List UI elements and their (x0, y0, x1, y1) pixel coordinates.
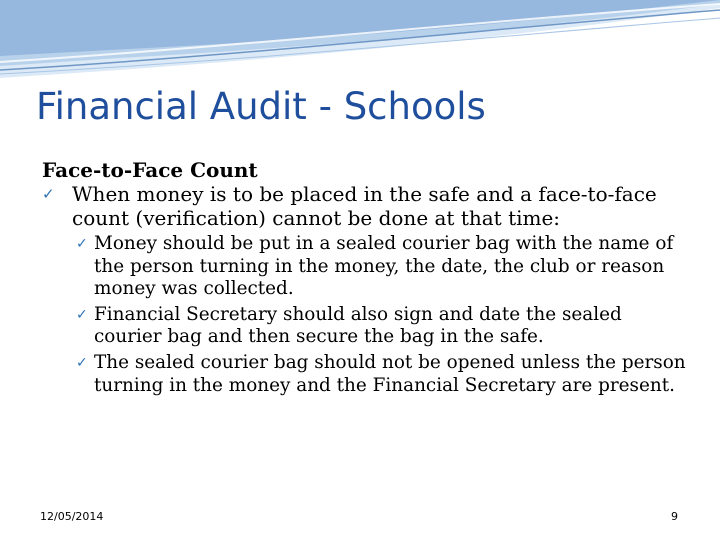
checkmark-bullet-icon: ✓ (76, 306, 88, 323)
sub-bullet (42, 304, 692, 349)
sub-bullet (42, 233, 692, 301)
checkmark-bullet-icon: ✓ (76, 354, 88, 371)
sub-bullet-text: The sealed courier bag should not be opened unless the person turning in the money and the Financial Secretary are present. (94, 351, 686, 396)
header-wave-decoration (0, 0, 720, 90)
subheading: Face-to-Face Count (42, 158, 258, 182)
slide-title: Financial Audit - Schools (36, 85, 486, 128)
sub-bullet-text: Money should be put in a sealed courier bag with the name of the person turning in the money, the date, the club or reason money was collected. (94, 233, 674, 300)
checkmark-bullet-icon: ✓ (76, 236, 88, 252)
bullet-level-1 (42, 182, 692, 230)
bullet-text: When money is to be placed in the safe and a face-to-face count (verification) cannot be done at that time: (72, 182, 657, 230)
page-number: 9 (671, 510, 678, 523)
checkmark-bullet-icon: ✓ (42, 185, 55, 203)
footer-date: 12/05/2014 (40, 510, 104, 523)
sub-bullet-text: Financial Secretary should also sign and date the sealed courier bag and then secure the bag in the safe. (94, 303, 622, 348)
slide-content (42, 158, 692, 397)
sub-bullet (42, 352, 692, 397)
